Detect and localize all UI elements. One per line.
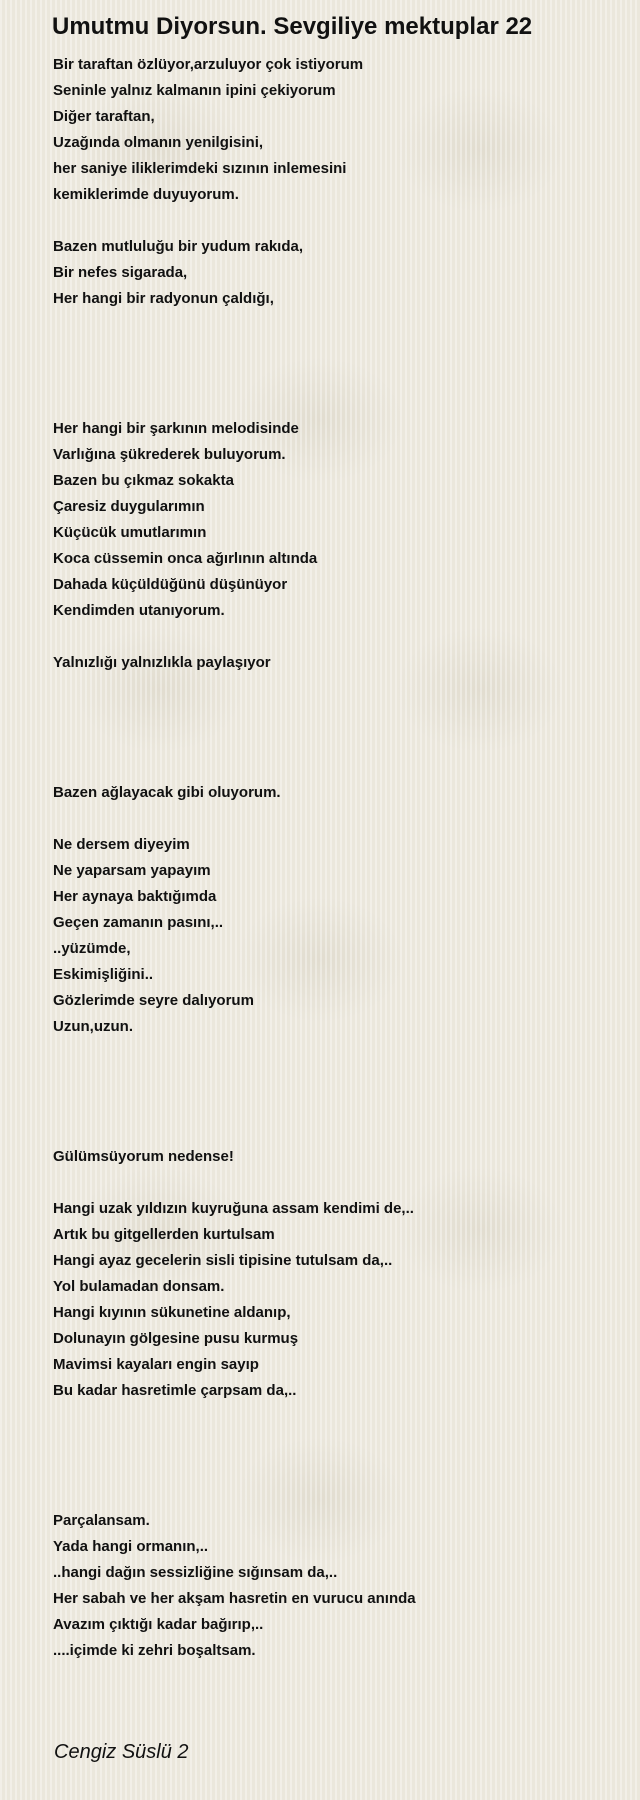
- stanza-spacer: [53, 208, 613, 234]
- stanza-spacer: [53, 1430, 613, 1456]
- poem-line: Ne yaparsam yapayım: [53, 862, 211, 879]
- poem-line: Diğer taraftan,: [53, 108, 155, 125]
- poem-line: kemiklerimde duyuyorum.: [53, 186, 239, 203]
- poem-line: Gözlerimde seyre dalıyorum: [53, 992, 254, 1009]
- poem-line: Bazen ağlayacak gibi oluyorum.: [53, 784, 281, 801]
- page-title: Umutmu Diyorsun. Sevgiliye mektuplar 22: [52, 13, 533, 40]
- poem-line: Bir nefes sigarada,: [53, 264, 188, 281]
- stanza-spacer: [53, 1404, 613, 1430]
- poem-line: Yol bulamadan donsam.: [53, 1278, 225, 1295]
- poem-line: ..yüzümde,: [53, 940, 131, 957]
- poem-line: Her hangi bir şarkının melodisinde: [53, 420, 299, 437]
- poem-line: Her aynaya baktığımda: [53, 888, 217, 905]
- poem-line: Bu kadar hasretimle çarpsam da,..: [53, 1382, 297, 1399]
- stanza-spacer: [53, 1040, 613, 1066]
- poem-line: Geçen zamanın pasını,..: [53, 914, 224, 931]
- stanza-spacer: [53, 702, 613, 728]
- poem-line: Hangi uzak yıldızın kuyruğuna assam kendimi de,..: [53, 1200, 414, 1217]
- poem-line: Her sabah ve her akşam hasretin en vurucu anında: [53, 1590, 416, 1607]
- poem-line: Çaresiz duygularımın: [53, 498, 205, 515]
- author-signature: Cengiz Süslü 2: [54, 1741, 189, 1763]
- stanza-spacer: [53, 364, 613, 390]
- poem-line: ....içimde ki zehri boşaltsam.: [53, 1642, 256, 1659]
- poem-line: Küçücük umutlarımın: [53, 524, 207, 541]
- poem-line: Gülümsüyorum nedense!: [53, 1148, 234, 1165]
- poem-line: Varlığına şükrederek buluyorum.: [53, 446, 286, 463]
- poem-line: Seninle yalnız kalmanın ipini çekiyorum: [53, 82, 336, 99]
- poem-line: Eskimişliğini..: [53, 966, 154, 983]
- poem-line: Bazen bu çıkmaz sokakta: [53, 472, 234, 489]
- stanza-spacer: [53, 1118, 613, 1144]
- poem-line: Bir taraftan özlüyor,arzuluyor çok istiyorum: [53, 56, 364, 73]
- poem-line: Yada hangi ormanın,..: [53, 1538, 209, 1555]
- stanza-spacer: [53, 676, 613, 702]
- stanza-spacer: [53, 806, 613, 832]
- poem-line: ..hangi dağın sessizliğine sığınsam da,..: [53, 1564, 338, 1581]
- poem-line: Uzağında olmanın yenilgisini,: [53, 134, 264, 151]
- poem-line: Hangi ayaz gecelerin sisli tipisine tutulsam da,..: [53, 1252, 393, 1269]
- poem-line: Kendimden utanıyorum.: [53, 602, 225, 619]
- stanza-spacer: [53, 728, 613, 754]
- stanza-spacer: [53, 754, 613, 780]
- stanza-spacer: [53, 1066, 613, 1092]
- poem-line: Ne dersem diyeyim: [53, 836, 190, 853]
- stanza-spacer: [53, 312, 613, 338]
- poem-line: her saniye iliklerimdeki sızının inlemesini: [53, 160, 347, 177]
- poem-line: Bazen mutluluğu bir yudum rakıda,: [53, 238, 304, 255]
- poem-line: Hangi kıyının sükunetine aldanıp,: [53, 1304, 291, 1321]
- stanza-spacer: [53, 390, 613, 416]
- poem-line: Her hangi bir radyonun çaldığı,: [53, 290, 274, 307]
- poem-line: Yalnızlığı yalnızlıkla paylaşıyor: [53, 654, 271, 671]
- poem-line: Parçalansam.: [53, 1512, 150, 1529]
- stanza-spacer: [53, 1170, 613, 1196]
- stanza-spacer: [53, 338, 613, 364]
- poem-line: Artık bu gitgellerden kurtulsam: [53, 1226, 275, 1243]
- poem-line: Uzun,uzun.: [53, 1018, 133, 1035]
- poem-line: Dahada küçüldüğünü düşünüyor: [53, 576, 288, 593]
- stanza-spacer: [53, 624, 613, 650]
- stanza-spacer: [53, 1456, 613, 1482]
- poem-line: Avazım çıktığı kadar bağırıp,..: [53, 1616, 264, 1633]
- stanza-spacer: [53, 1092, 613, 1118]
- poem-line: Dolunayın gölgesine pusu kurmuş: [53, 1330, 299, 1347]
- poem-body: [53, 52, 613, 1664]
- poem-line: Koca cüssemin onca ağırlının altında: [53, 550, 318, 567]
- stanza-spacer: [53, 1482, 613, 1508]
- poem-line: Mavimsi kayaları engin sayıp: [53, 1356, 259, 1373]
